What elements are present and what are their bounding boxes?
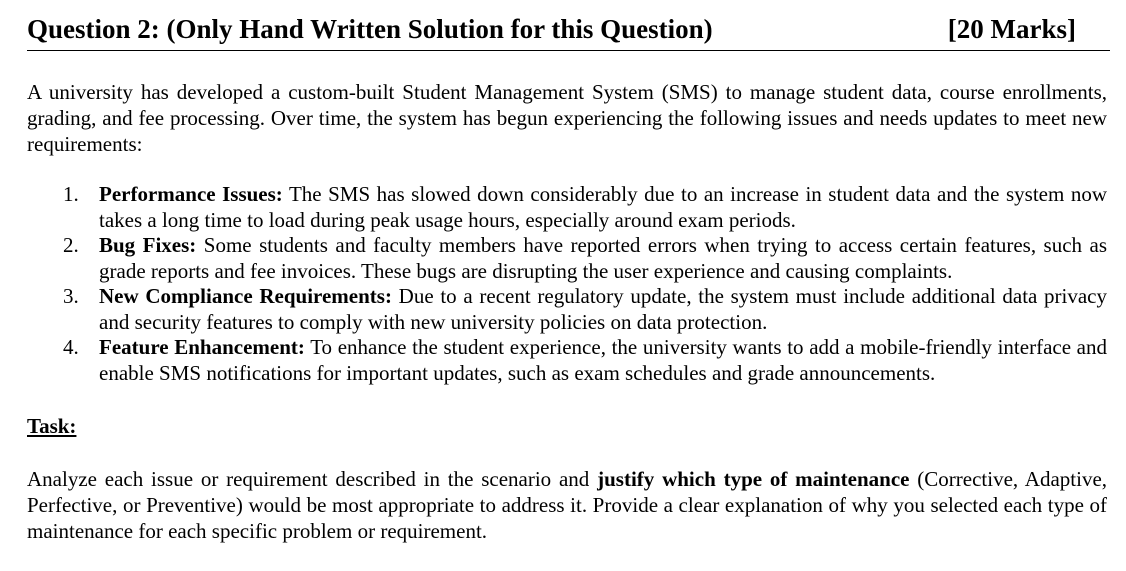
task-description (27, 466, 1107, 544)
question-header (27, 0, 1110, 51)
issue-number: 1. (63, 182, 79, 206)
question-page (27, 0, 1110, 543)
issue-title: Bug Fixes: (99, 233, 197, 257)
issue-item-performance (27, 182, 1107, 233)
issue-item-feature-enhancement (27, 335, 1107, 386)
question-title: Question 2: (Only Hand Written Solution for this Question) (27, 14, 713, 44)
task-text-emphasis: justify which type of maintenance (597, 467, 910, 491)
issue-number: 4. (63, 335, 79, 359)
scenario-intro: A university has developed a custom-built Student Management System (SMS) to manage student data, course enrollments, grading, and fee processing. Over time, the system has begun experiencing the following issues and needs updates to meet new requirements: (27, 80, 1107, 156)
marks-label: [20 Marks] (947, 14, 1076, 44)
issue-number: 2. (63, 233, 79, 257)
task-text-after: (Corrective, Adaptive, Perfective, or Preventive) would be most appropriate to address it. Provide a clear explanation of why you selected each type of maintenance for each specific problem or requirement. (27, 467, 1108, 543)
task-text-before: Analyze each issue or requirement described in the scenario and (27, 467, 590, 491)
issue-text: To enhance the student experience, the university wants to add a mobile-friendly interface and enable SMS notifications for important updates, such as exam schedules and grade announcements. (99, 335, 1108, 385)
issue-text: Due to a recent regulatory update, the system must include additional data privacy and security features to comply with new university policies on data protection. (99, 284, 1108, 334)
issue-title: New Compliance Requirements: (99, 284, 392, 308)
issue-title: Feature Enhancement: (99, 335, 305, 359)
issue-item-bug-fixes (27, 233, 1107, 284)
issue-item-compliance (27, 284, 1107, 335)
issue-number: 3. (63, 284, 79, 308)
task-heading: Task: (27, 414, 77, 438)
issue-text: Some students and faculty members have reported errors when trying to access certain features, such as grade reports and fee invoices. These bugs are disrupting the user experience and causing complaints. (99, 233, 1108, 283)
issue-list (27, 182, 1107, 386)
issue-title: Performance Issues: (99, 182, 283, 206)
issue-text: The SMS has slowed down considerably due to an increase in student data and the system now takes a long time to load during peak usage hours, especially around exam periods. (99, 182, 1107, 232)
